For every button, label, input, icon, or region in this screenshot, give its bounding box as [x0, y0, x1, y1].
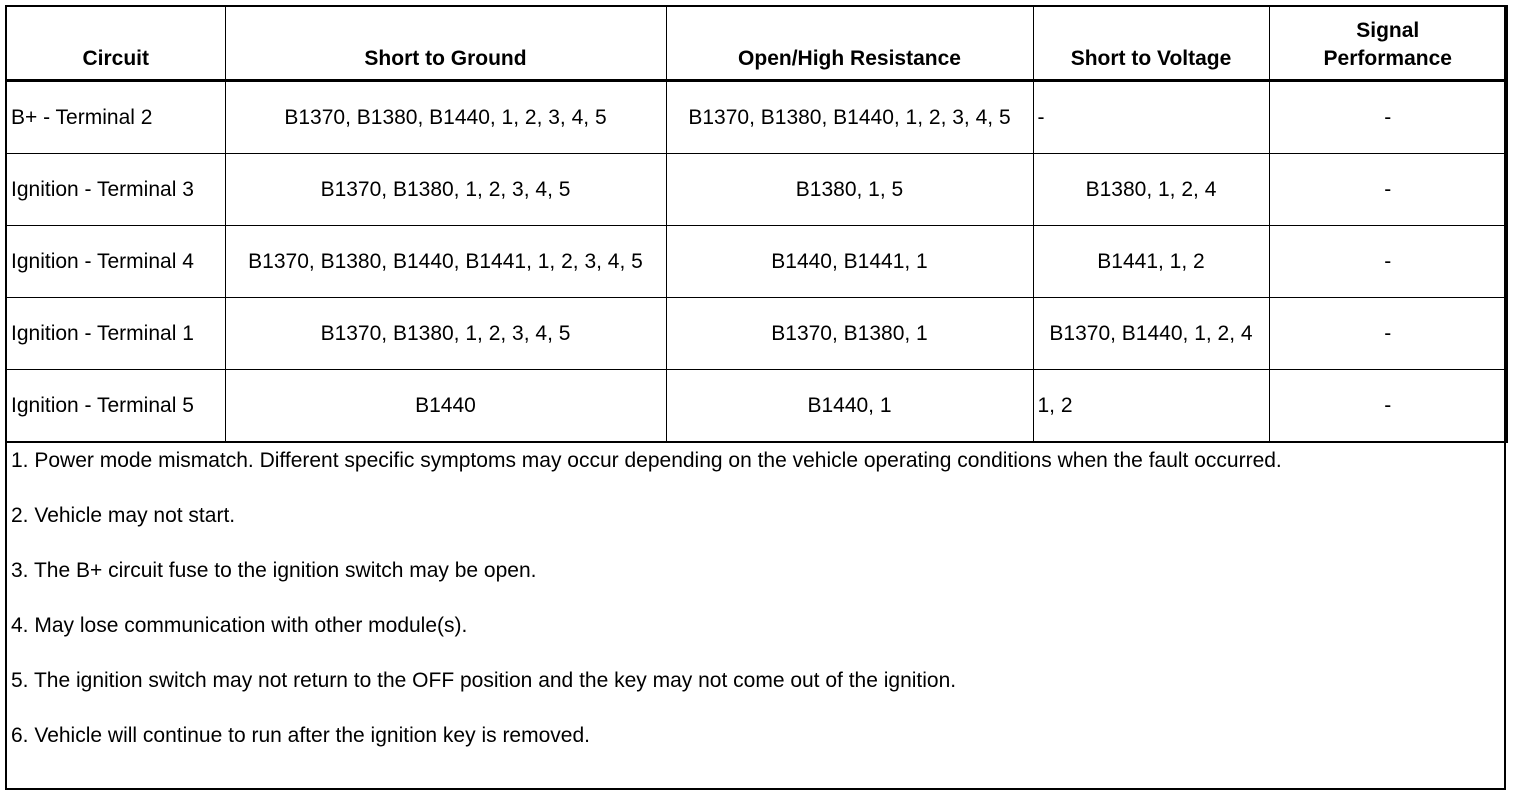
short-to-voltage-cell: - [1033, 81, 1269, 154]
header-short-to-ground: Short to Ground [225, 6, 666, 81]
circuit-cell: Ignition - Terminal 3 [6, 154, 225, 226]
table-row [6, 226, 1507, 298]
circuit-cell: Ignition - Terminal 1 [6, 298, 225, 370]
short-to-ground-cell: B1370, B1380, 1, 2, 3, 4, 5 [225, 154, 666, 226]
footnote-2: 2. Vehicle may not start. [11, 504, 236, 527]
circuit-fault-matrix [5, 5, 1508, 443]
short-to-voltage-cell: B1370, B1440, 1, 2, 4 [1033, 298, 1269, 370]
short-to-ground-cell: B1370, B1380, B1440, 1, 2, 3, 4, 5 [225, 81, 666, 154]
short-to-ground-cell: B1370, B1380, 1, 2, 3, 4, 5 [225, 298, 666, 370]
short-to-ground-cell: B1440 [225, 370, 666, 443]
short-to-voltage-cell: B1380, 1, 2, 4 [1033, 154, 1269, 226]
header-signal-performance: Signal Performance [1269, 6, 1507, 81]
open-high-resistance-cell: B1440, 1 [666, 370, 1033, 443]
footnote-3: 3. The B+ circuit fuse to the ignition switch may be open. [11, 559, 537, 582]
short-to-voltage-cell: B1441, 1, 2 [1033, 226, 1269, 298]
short-to-voltage-cell: 1, 2 [1033, 370, 1269, 443]
open-high-resistance-cell: B1380, 1, 5 [666, 154, 1033, 226]
open-high-resistance-cell: B1370, B1380, B1440, 1, 2, 3, 4, 5 [666, 81, 1033, 154]
header-row [6, 6, 1507, 81]
header-open-high-resistance: Open/High Resistance [666, 6, 1033, 81]
footnotes [7, 446, 1497, 750]
table-row [6, 370, 1507, 443]
circuit-cell: Ignition - Terminal 4 [6, 226, 225, 298]
signal-performance-cell: - [1269, 154, 1507, 226]
signal-performance-cell: - [1269, 226, 1507, 298]
open-high-resistance-cell: B1370, B1380, 1 [666, 298, 1033, 370]
footnote-6: 6. Vehicle will continue to run after the ignition key is removed. [11, 724, 590, 747]
circuit-cell: Ignition - Terminal 5 [6, 370, 225, 443]
short-to-ground-cell: B1370, B1380, B1440, B1441, 1, 2, 3, 4, 5 [225, 226, 666, 298]
footnote-5: 5. The ignition switch may not return to the OFF position and the key may not come out of the ignition. [11, 669, 957, 692]
signal-performance-cell: - [1269, 370, 1507, 443]
signal-performance-cell: - [1269, 298, 1507, 370]
table-row [6, 298, 1507, 370]
footnote-1: 1. Power mode mismatch. Different specific symptoms may occur depending on the vehicle operating conditions when the fault occurred. [11, 449, 1282, 472]
signal-performance-cell: - [1269, 81, 1507, 154]
open-high-resistance-cell: B1440, B1441, 1 [666, 226, 1033, 298]
table-row [6, 81, 1507, 154]
header-short-to-voltage: Short to Voltage [1033, 6, 1269, 81]
table-row [6, 154, 1507, 226]
header-circuit: Circuit [6, 6, 225, 81]
circuit-cell: B+ - Terminal 2 [6, 81, 225, 154]
footnote-4: 4. May lose communication with other module(s). [11, 614, 468, 637]
